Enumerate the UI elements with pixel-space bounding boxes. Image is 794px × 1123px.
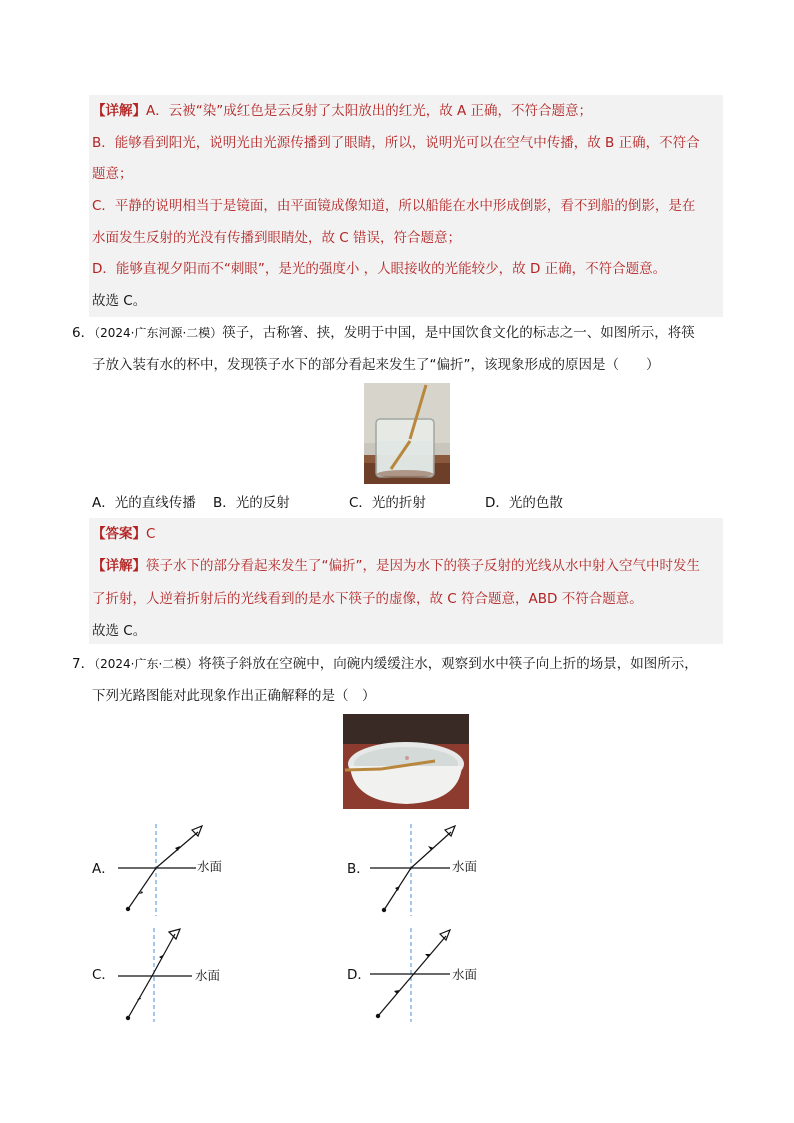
q6-option-a[interactable]: A．光的直线传播 [92, 495, 196, 511]
q6-option-c[interactable]: C．光的折射 [349, 495, 426, 511]
object-point [126, 907, 130, 911]
q6-answer [92, 524, 155, 544]
ray-diagram-b[interactable] [370, 824, 500, 916]
object-point [126, 1016, 130, 1020]
detail-line-1 [92, 101, 592, 121]
diagram-c-label[interactable]: C． [92, 967, 115, 983]
eye-icon [440, 930, 450, 940]
detail-tag: 【详解】 [92, 103, 146, 119]
answer-tag: 【答案】 [92, 526, 146, 542]
detail-line-6: D．能够直视夕阳而不“刺眼”，是光的强度小 ，人眼接收的光能较少，故 D 正确，不符合题意。 [92, 261, 667, 277]
diagram-b-label[interactable]: B． [347, 861, 370, 877]
detail-line-5: 水面发生反射的光没有传播到眼睛处，故 C 错误，符合题意； [92, 230, 462, 246]
q6-line-2: 子放入装有水的杯中，发现筷子水下的部分看起来发生了“偏折”，该现象形成的原因是（ ） [92, 357, 660, 373]
q6-option-b[interactable]: B．光的反射 [213, 495, 290, 511]
q6-option-d[interactable]: D．光的色散 [485, 495, 563, 511]
eye-icon [192, 826, 202, 836]
diagram-a-label[interactable]: A． [92, 861, 115, 877]
detail-line-3: 题意； [92, 166, 133, 182]
detail-line-4: C．平静的说明相当于是镜面，由平面镜成像知道，所以船能在水中形成倒影，看不到船的倒影，是在 [92, 198, 696, 214]
q7-line-2: 下列光路图能对此现象作出正确解释的是（ ） [92, 688, 376, 704]
q6-line-1 [72, 323, 695, 343]
q6-detail-line-2: 了折射，人逆着折射后的光线看到的是水下筷子的虚像，故 C 符合题意，ABD 不符合题意。 [92, 591, 643, 607]
object-point [376, 1014, 380, 1018]
q6-source: （2024·广东河源·二模） [94, 326, 223, 340]
diagram-a-surface-label: 水面 [197, 859, 223, 874]
q6-detail-line-1 [92, 556, 700, 576]
ray-diagram-d[interactable] [370, 928, 500, 1022]
object-point [382, 908, 386, 912]
bowl-chopstick-photo [343, 714, 469, 809]
q6-stem-1: 筷子，古称箸、挟，发明于中国，是中国饮食文化的标志之一、如图所示，将筷 [222, 325, 695, 341]
answer-box-q6 [89, 518, 723, 644]
eye-icon [445, 826, 455, 836]
answer-value: C [146, 526, 156, 542]
q6-number: 6． [72, 325, 95, 341]
diagram-d-surface-label: 水面 [452, 967, 478, 982]
diagram-b-surface-label: 水面 [452, 859, 478, 874]
q7-line-1 [72, 654, 698, 674]
q6-conclusion: 故选 C。 [92, 623, 147, 639]
ray-diagram-c[interactable] [118, 928, 248, 1022]
glass-chopstick-photo [364, 383, 450, 484]
detail-text: A．云被“染”成红色是云反射了太阳放出的红光，故 A 正确，不符合题意； [146, 103, 593, 119]
detail-text-q6: 筷子水下的部分看起来发生了“偏折”，是因为水下的筷子反射的光线从水中射入空气中时发生 [146, 558, 700, 574]
q7-number: 7． [72, 656, 95, 672]
detail-line-2: B．能够看到阳光，说明光由光源传播到了眼睛，所以，说明光可以在空气中传播，故 B 正确，不符合 [92, 135, 700, 151]
ray-diagram-a[interactable] [118, 824, 248, 916]
diagram-d-label[interactable]: D． [347, 967, 371, 983]
q7-source: （2024·广东·二模） [94, 657, 199, 671]
detail-tag-q6: 【详解】 [92, 558, 146, 574]
detail-conclusion: 故选 C。 [92, 293, 147, 309]
diagram-c-surface-label: 水面 [195, 968, 221, 983]
q7-stem-1: 将筷子斜放在空碗中，向碗内缓缓注水，观察到水中筷子向上折的场景，如图所示， [198, 656, 698, 672]
